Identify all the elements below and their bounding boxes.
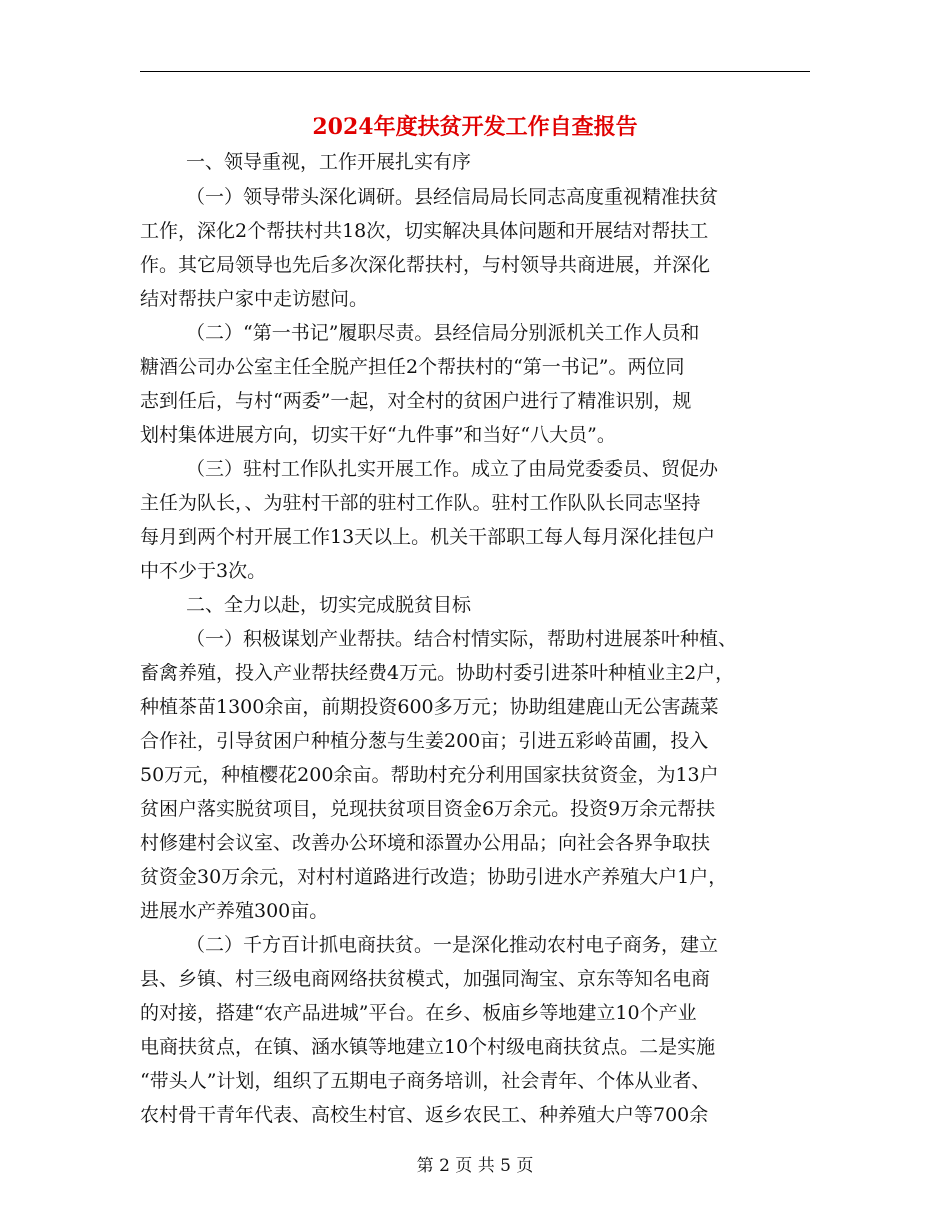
body-line: 志到任后，与村“两委”一起，对全村的贫困户进行了精准识别，规 bbox=[140, 390, 692, 412]
body-line: 工作，深化2个帮扶村共18次，切实解决具体问题和开展结对帮扶工 bbox=[140, 220, 709, 242]
document-title: 2024年度扶贫开发工作自查报告 bbox=[312, 114, 638, 140]
page-number: 第 2 页 共 5 页 bbox=[416, 1156, 534, 1176]
heading-1: 一、领导重视，工作开展扎实有序 bbox=[186, 151, 472, 173]
body-line: （三）驻村工作队扎实开展工作。成立了由局党委委员、贸促办 bbox=[186, 458, 719, 480]
body-line: “带头人”计划，组织了五期电子商务培训，社会青年、个体从业者、 bbox=[140, 1070, 711, 1092]
body-line: 的对接，搭建“农产品进城”平台。在乡、板庙乡等地建立10个产业 bbox=[140, 1002, 697, 1024]
body-line: 村修建村会议室、改善办公环境和添置办公用品；向社会各界争取扶 bbox=[140, 832, 711, 854]
body-line: 种植茶苗1300余亩，前期投资600多万元；协助组建鹿山无公害蔬菜 bbox=[140, 696, 719, 718]
body-line: 结对帮扶户家中走访慰问。 bbox=[140, 288, 369, 310]
body-line: 划村集体进展方向，切实干好“九件事”和当好“八大员”。 bbox=[140, 424, 616, 446]
body-line: 中不少于3次。 bbox=[140, 560, 267, 582]
body-line: （二）“第一书记”履职尽责。县经信局分别派机关工作人员和 bbox=[186, 322, 700, 344]
header-rule bbox=[140, 71, 810, 72]
body-line: 50万元，种植樱花200余亩。帮助村充分利用国家扶贫资金，为13户 bbox=[140, 764, 719, 786]
body-line: 作。其它局领导也先后多次深化帮扶村，与村领导共商进展，并深化 bbox=[140, 254, 711, 276]
body-line: 农村骨干青年代表、高校生村官、返乡农民工、种养殖大户等700余 bbox=[140, 1104, 709, 1126]
body-line: 每月到两个村开展工作13天以上。机关干部职工每人每月深化挂包户 bbox=[140, 526, 716, 548]
body-line: 畜禽养殖，投入产业帮扶经费4万元。协助村委引进茶叶种植业主2户， bbox=[140, 662, 735, 684]
body-line: 县、乡镇、村三级电商网络扶贫模式，加强同淘宝、京东等知名电商 bbox=[140, 968, 711, 990]
body-line: 糖酒公司办公室主任全脱产担任2个帮扶村的“第一书记”。两位同 bbox=[140, 356, 685, 378]
body-line: 主任为队长，、为驻村干部的驻村工作队。驻村工作队队长同志坚持 bbox=[140, 492, 701, 514]
body-line: （二）千方百计抓电商扶贫。一是深化推动农村电子商务，建立 bbox=[186, 934, 719, 956]
body-line: 贫困户落实脱贫项目，兑现扶贫项目资金6万余元。投资9万余元帮扶 bbox=[140, 798, 716, 820]
body-line: 合作社，引导贫困户种植分葱与生姜200亩；引进五彩岭苗圃，投入 bbox=[140, 730, 709, 752]
body-line: 进展水产养殖300亩。 bbox=[140, 900, 329, 922]
body-line: 贫资金30万余元，对村村道路进行改造；协助引进水产养殖大户1户， bbox=[140, 866, 728, 888]
heading-2: 二、全力以赴，切实完成脱贫目标 bbox=[186, 594, 472, 616]
body-line: 电商扶贫点，在镇、涵水镇等地建立10个村级电商扶贫点。二是实施 bbox=[140, 1036, 716, 1058]
body-line: （一）领导带头深化调研。县经信局局长同志高度重视精准扶贫 bbox=[186, 186, 719, 208]
body-line: （一）积极谋划产业帮扶。结合村情实际，帮助村进展茶叶种植、 bbox=[186, 628, 738, 650]
